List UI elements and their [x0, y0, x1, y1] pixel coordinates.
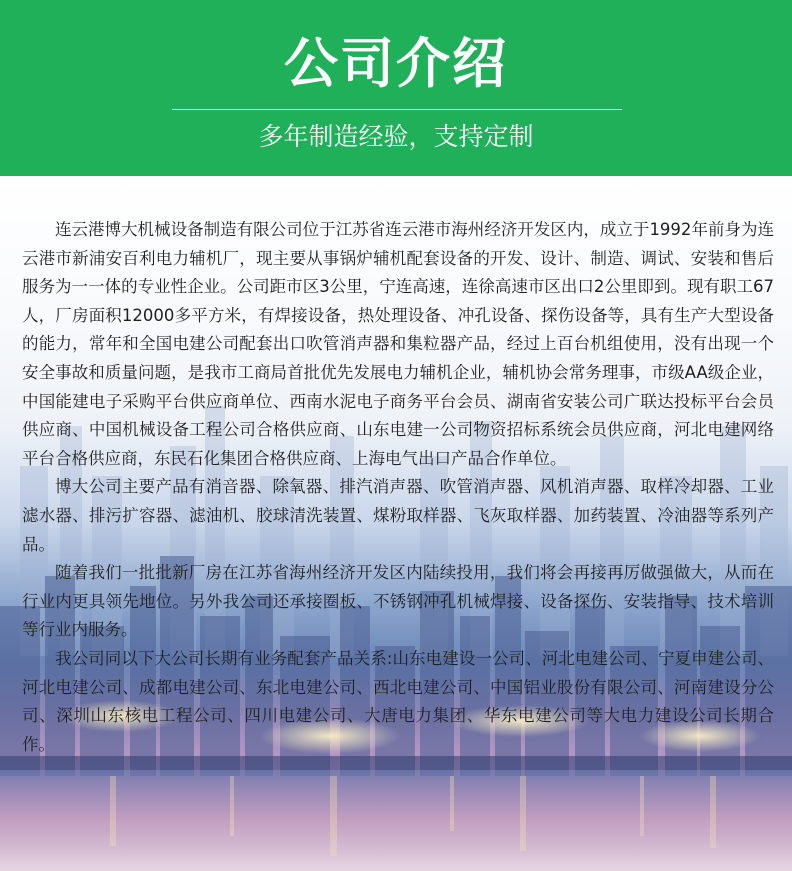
page-subtitle: 多年制造经验，支持定制	[258, 122, 534, 151]
paragraph-expansion: 随着我们一批批新厂房在江苏省海州经济开发区内陆续投用，我们将会再接再厉做强做大，从而在行业内更具领先地位。另外我公司还承接圈板、不锈钢冲孔机械焊接、设备探伤、安装指导、技术培训等行业内服务。	[22, 563, 774, 640]
content-area	[0, 176, 792, 871]
paragraph-intro: 连云港博大机械设备制造有限公司位于江苏省连云港市海州经济开发区内，成立于1992年前身为连云港市新浦安百利电力辅机厂，现主要从事锅炉辅机配套设备的开发、设计、制造、调试、安装和售后服务为一一体的专业性企业。公司距市区3公里，宁连高速，连徐高速市区出口2公里即到。现有职工67人，厂房面积12000多平方米，有焊接设备，热处理设备、冲孔设备、探伤设备等，具有生产大型设备的能力，常年和全国电建公司配套出口吹管消声器和集粒器产品，经过上百台机组使用，没有出现一个安全事故和质量问题，是我市工商局首批优先发展电力辅机企业，辅机协会常务理事，市级AA级企业，中国能建电子采购平台供应商单位、西南水泥电子商务平台会员、湖南省安装公司广联达投标平台会员供应商、中国机械设备工程公司合格供应商、山东电建一公司物资招标系统会员供应商，河北电建网络平台合格供应商，东民石化集团合格供应商、上海电气出口产品合作单位。	[22, 220, 774, 468]
company-description	[22, 216, 774, 759]
paragraph-products: 博大公司主要产品有消音器、除氧器、排汽消声器、吹管消声器、风机消声器、取样冷却器、工业滤水器、排污扩容器、滤油机、胶球清洗装置、煤粉取样器、飞灰取样器、加药装置、冷油器等系列产品。	[22, 477, 774, 554]
title-divider	[172, 109, 622, 110]
page-title: 公司介绍	[284, 32, 508, 95]
paragraph-partners: 我公司同以下大公司长期有业务配套产品关系:山东电建设一公司、河北电建公司、宁夏申建公司、河北电建公司、成都电建公司、东北电建公司、西北电建公司、中国铝业股份有限公司、河南建设分公司、深圳山东核电工程公司、四川电建公司、大唐电力集团、华东电建公司等大电力建设公司长期合作。	[22, 648, 774, 754]
header-banner	[0, 0, 792, 176]
